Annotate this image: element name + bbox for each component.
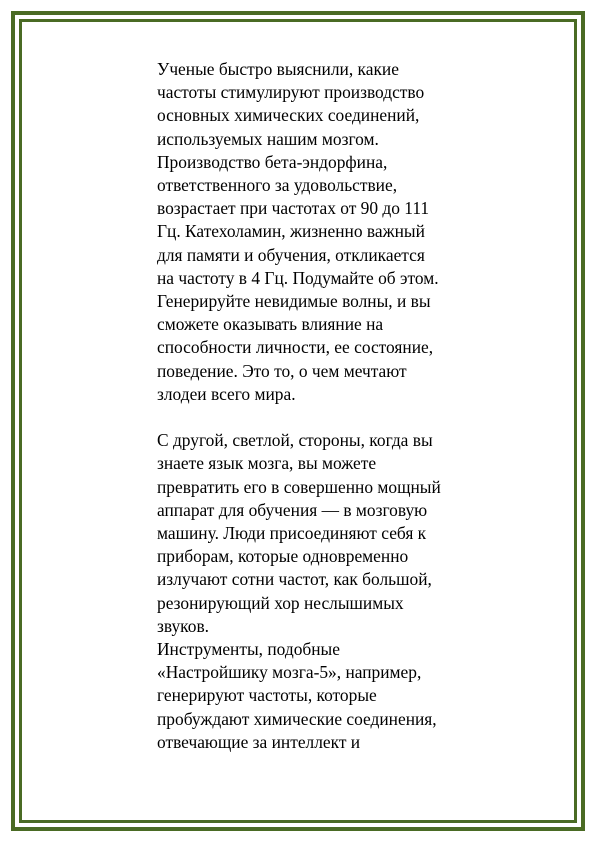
text-line: звуков.	[157, 615, 210, 636]
text-line: частоты стимулируют производство	[157, 82, 425, 103]
text-line: Ученые быстро выяснили, какие	[157, 59, 399, 79]
paragraph-gap	[157, 406, 497, 429]
text-line: способности личности, ее состояние,	[157, 337, 434, 358]
text-line: основных химических соединений,	[157, 105, 420, 126]
text-line: Производство бета-эндорфина,	[157, 151, 388, 172]
paragraph-1	[157, 58, 497, 406]
document-body	[157, 58, 497, 754]
text-line: машину. Люди присоединяют себя к	[157, 523, 427, 544]
text-line: поведение. Это то, о чем мечтают	[157, 360, 407, 381]
text-line: аппарат для обучения — в мозговую	[157, 499, 428, 520]
text-line: «Настройшику мозга-5», например,	[157, 662, 422, 683]
text-line: Гц. Катехоламин, жизненно важный	[157, 221, 425, 242]
text-line: излучают сотни частот, как большой,	[157, 569, 432, 590]
text-line: используемых нашим мозгом.	[157, 128, 379, 149]
text-line: резонирующий хор неслышимых	[157, 592, 404, 613]
paragraph-2	[157, 429, 497, 638]
text-line: отвечающие за интеллект и	[157, 731, 361, 752]
text-line: генерируют частоты, которые	[157, 685, 377, 706]
text-line: Генерируйте невидимые волны, и вы	[157, 291, 431, 312]
text-line: приборам, которые одновременно	[157, 546, 409, 567]
text-line: знаете язык мозга, вы можете	[157, 453, 377, 474]
text-line: ответственного за удовольствие,	[157, 175, 398, 196]
paragraph-3	[157, 638, 497, 754]
text-line: для памяти и обучения, откликается	[157, 244, 425, 265]
text-line: сможете оказывать влияние на	[157, 314, 384, 335]
text-line: злодеи всего мира.	[157, 383, 296, 404]
text-line: С другой, светлой, стороны, когда вы	[157, 430, 433, 451]
text-line: возрастает при частотах от 90 до 111	[157, 198, 430, 219]
text-line: Инструменты, подобные	[157, 639, 340, 660]
text-line: превратить его в совершенно мощный	[157, 476, 441, 497]
text-line: на частоту в 4 Гц. Подумайте об этом.	[157, 267, 439, 288]
text-line: пробуждают химические соединения,	[157, 708, 437, 729]
